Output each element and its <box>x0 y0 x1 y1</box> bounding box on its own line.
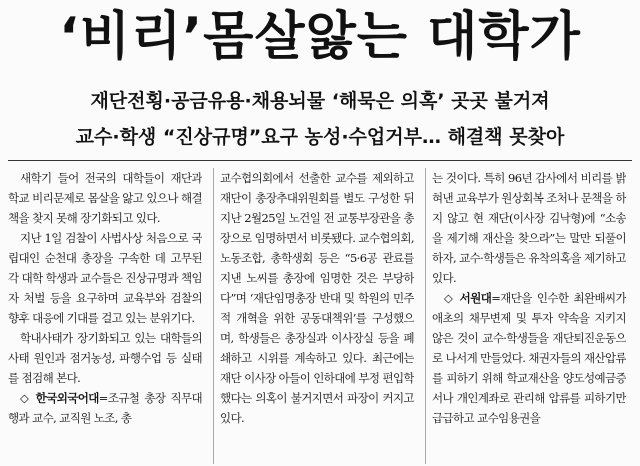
section-text: =재단을 인수한 최완배씨가 애초의 채무변제 및 투자 약속을 지키지 않은 것이 교수·학생들을 재단퇴진운동으로 나서게 만들었다. 채권자들의 재산압류를 피하기 위해 학교재산을 양도성예금증서나 개인계좌로 관리해 압류를 피하기만 급급하고 교수임용권을 <box>432 291 626 425</box>
article-column-1 <box>8 168 202 464</box>
article-column-2 <box>220 168 414 464</box>
column-divider <box>425 168 426 464</box>
paragraph: 새학기 들어 전국의 대학들이 재단과 학교 비리문제로 몸살을 앓고 있으나 해결책을 찾지 못해 장기화되고 있다. <box>8 171 202 225</box>
paragraph <box>432 288 626 428</box>
section-label: ◇ 한국외국어대 <box>20 391 99 405</box>
paragraph: 교수협의회에서 선출한 교수를 제외하고 재단이 총장추대위원회를 별도 구성한 뒤 지난 2월25일 노건일 전 교통부장관을 총장으로 임명하면서 비롯됐다. 교수협의회, 노동조합, 총학생회 등은 “5·6공 관료를 지낸 노씨를 총장에 임명한 것은 부당하다”며 ‘재단임명총장 반대 및 학원의 민주적 개혁을 위한 공동대책위’를 구성했으며, 학생들은 총장실과 이사장실 등을 폐쇄하고 시위를 계속하고 있다. 최근에는 재단 이사장 아들이 인하대에 부정 편입학했다는 의혹이 불거지면서 파장이 커지고 있다. <box>220 171 414 425</box>
subheadline-1: 재단전횡·공금유용·채용뇌물 ‘해묵은 의혹’ 곳곳 불거져 <box>90 90 550 112</box>
section-text: =조규철 총장 직무대행과 교수, 교직원 노조, 총 <box>8 391 202 425</box>
section-label: ◇ 서원대 <box>444 291 492 305</box>
paragraph: 학내사태가 장기화되고 있는 대학들의 사태 원인과 점거농성, 파행수업 등 실태를 점검해 본다. <box>8 331 202 385</box>
subheadline-2: 교수·학생 “진상규명”요구 농성·수업거부… 해결책 못찾아 <box>75 126 565 148</box>
paragraph <box>8 388 202 428</box>
paragraph: 는 것이다. 특히 96년 감사에서 비리를 밝혀낸 교육부가 원상회복 조처나 문책을 하지 않고 현 재단(이사장 김낙형)에 “소송을 제기해 재산을 찾으라”는 말만 되풀이하자, 교수·학생들은 유착의혹을 제기하고 있다. <box>432 171 626 285</box>
column-divider <box>213 168 214 464</box>
header-divider <box>8 160 632 161</box>
article-column-3 <box>432 168 626 464</box>
paragraph: 지난 1일 검찰이 사법사상 처음으로 국립대인 순천대 총장을 구속한 데 고무된 각 대학 학생과 교수들은 진상규명과 책임자 처벌 등을 요구하며 교육부와 검찰의 향후 대응에 기대를 걸고 있는 분위기다. <box>8 231 202 325</box>
headline: ‘비리’몸살앓는 대학가 <box>59 7 581 67</box>
